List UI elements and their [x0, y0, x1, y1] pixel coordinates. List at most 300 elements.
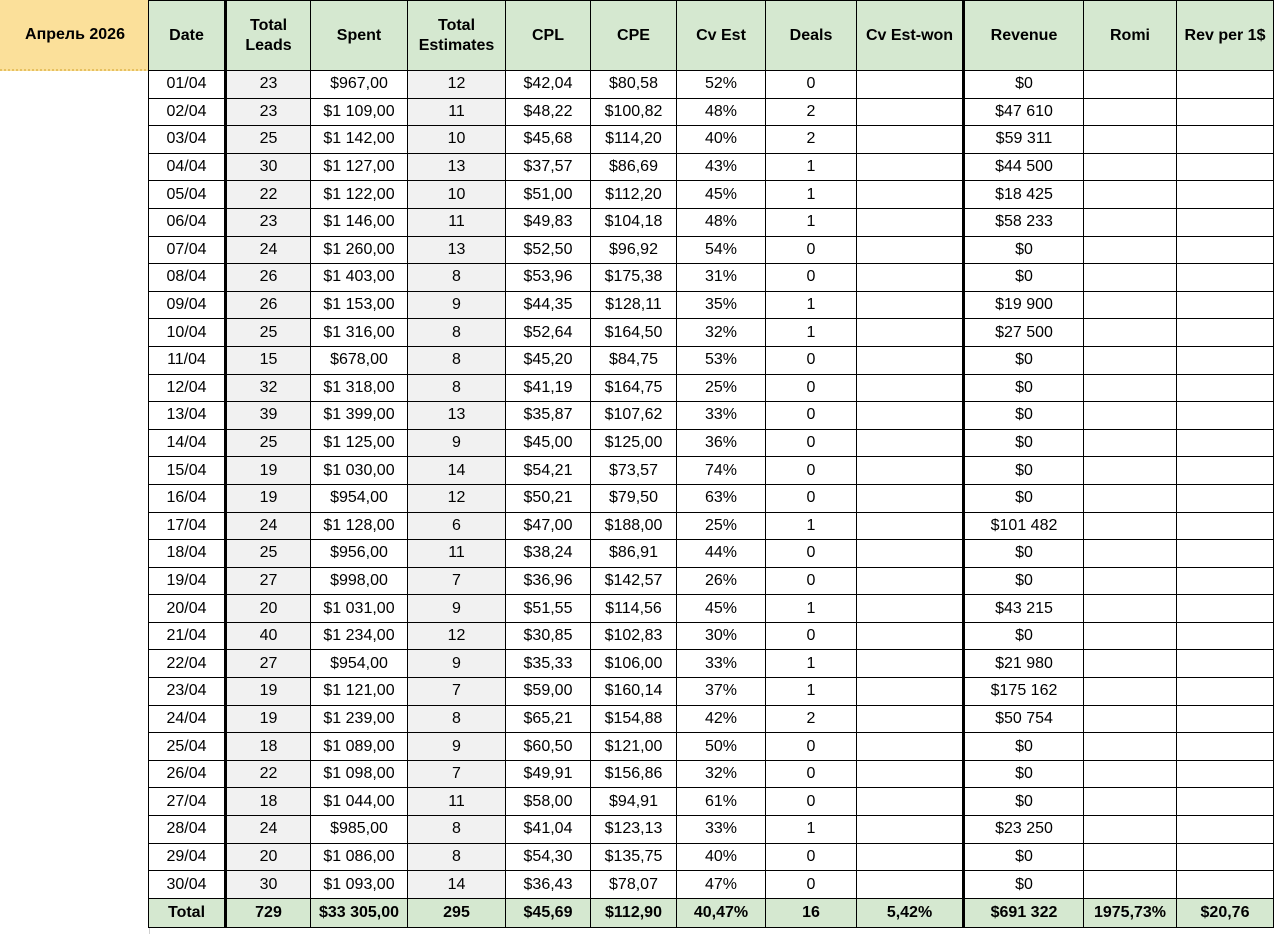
- cell-cpl[interactable]: $44,35: [506, 291, 591, 319]
- cell-cpl[interactable]: $37,57: [506, 153, 591, 181]
- cell-spent[interactable]: $1 142,00: [311, 126, 408, 154]
- cell-revenue[interactable]: $0: [964, 484, 1084, 512]
- cell-spent[interactable]: $1 239,00: [311, 705, 408, 733]
- total-cv-est-won[interactable]: 5,42%: [857, 898, 964, 927]
- cell-total-estimates[interactable]: 9: [408, 733, 506, 761]
- cell-total-estimates[interactable]: 9: [408, 291, 506, 319]
- cell-cpl[interactable]: $54,30: [506, 843, 591, 871]
- cell-cpe[interactable]: $96,92: [591, 236, 677, 264]
- cell-cv-est[interactable]: 47%: [677, 871, 766, 899]
- cell-spent[interactable]: $1 153,00: [311, 291, 408, 319]
- cell-rev-per-dollar[interactable]: [1177, 402, 1274, 430]
- cell-date[interactable]: 26/04: [149, 760, 226, 788]
- cell-romi[interactable]: [1084, 843, 1177, 871]
- cell-revenue[interactable]: $0: [964, 540, 1084, 568]
- cell-cpl[interactable]: $65,21: [506, 705, 591, 733]
- cell-total-estimates[interactable]: 8: [408, 346, 506, 374]
- header-romi[interactable]: Romi: [1084, 1, 1177, 71]
- cell-cv-est[interactable]: 48%: [677, 208, 766, 236]
- cell-romi[interactable]: [1084, 98, 1177, 126]
- cell-deals[interactable]: 2: [766, 126, 857, 154]
- cell-cv-est-won[interactable]: [857, 208, 964, 236]
- cell-cpl[interactable]: $35,87: [506, 402, 591, 430]
- cell-romi[interactable]: [1084, 291, 1177, 319]
- cell-total-leads[interactable]: 27: [226, 650, 311, 678]
- cell-cv-est-won[interactable]: [857, 650, 964, 678]
- cell-spent[interactable]: $1 125,00: [311, 429, 408, 457]
- cell-cpl[interactable]: $49,83: [506, 208, 591, 236]
- cell-rev-per-dollar[interactable]: [1177, 429, 1274, 457]
- cell-romi[interactable]: [1084, 457, 1177, 485]
- cell-revenue[interactable]: $0: [964, 402, 1084, 430]
- cell-cpe[interactable]: $107,62: [591, 402, 677, 430]
- cell-total-estimates[interactable]: 9: [408, 429, 506, 457]
- cell-romi[interactable]: [1084, 705, 1177, 733]
- empty-column-a[interactable]: [0, 71, 150, 934]
- cell-cpl[interactable]: $45,20: [506, 346, 591, 374]
- cell-cpl[interactable]: $51,00: [506, 181, 591, 209]
- cell-total-leads[interactable]: 40: [226, 622, 311, 650]
- header-rev-per-dollar[interactable]: Rev per 1$: [1177, 1, 1274, 71]
- cell-total-leads[interactable]: 24: [226, 512, 311, 540]
- cell-total-leads[interactable]: 26: [226, 264, 311, 292]
- cell-deals[interactable]: 0: [766, 567, 857, 595]
- cell-deals[interactable]: 0: [766, 71, 857, 99]
- cell-revenue[interactable]: $0: [964, 236, 1084, 264]
- cell-total-estimates[interactable]: 10: [408, 126, 506, 154]
- cell-cv-est[interactable]: 33%: [677, 402, 766, 430]
- total-revenue[interactable]: $691 322: [964, 898, 1084, 927]
- cell-cpe[interactable]: $123,13: [591, 816, 677, 844]
- cell-revenue[interactable]: $23 250: [964, 816, 1084, 844]
- cell-cpe[interactable]: $86,91: [591, 540, 677, 568]
- cell-cv-est-won[interactable]: [857, 595, 964, 623]
- cell-rev-per-dollar[interactable]: [1177, 622, 1274, 650]
- cell-romi[interactable]: [1084, 208, 1177, 236]
- cell-deals[interactable]: 0: [766, 622, 857, 650]
- cell-spent[interactable]: $1 089,00: [311, 733, 408, 761]
- cell-revenue[interactable]: $0: [964, 346, 1084, 374]
- cell-cv-est[interactable]: 63%: [677, 484, 766, 512]
- cell-romi[interactable]: [1084, 871, 1177, 899]
- cell-total-estimates[interactable]: 11: [408, 208, 506, 236]
- cell-revenue[interactable]: $19 900: [964, 291, 1084, 319]
- total-total-estimates[interactable]: 295: [408, 898, 506, 927]
- cell-total-leads[interactable]: 20: [226, 595, 311, 623]
- cell-total-estimates[interactable]: 13: [408, 153, 506, 181]
- cell-total-leads[interactable]: 20: [226, 843, 311, 871]
- cell-romi[interactable]: [1084, 512, 1177, 540]
- cell-total-leads[interactable]: 25: [226, 540, 311, 568]
- cell-cpe[interactable]: $79,50: [591, 484, 677, 512]
- cell-romi[interactable]: [1084, 346, 1177, 374]
- cell-deals[interactable]: 0: [766, 457, 857, 485]
- cell-date[interactable]: 27/04: [149, 788, 226, 816]
- cell-romi[interactable]: [1084, 236, 1177, 264]
- cell-revenue[interactable]: $0: [964, 567, 1084, 595]
- cell-date[interactable]: 05/04: [149, 181, 226, 209]
- cell-cpe[interactable]: $86,69: [591, 153, 677, 181]
- cell-romi[interactable]: [1084, 816, 1177, 844]
- cell-rev-per-dollar[interactable]: [1177, 650, 1274, 678]
- cell-total-estimates[interactable]: 14: [408, 871, 506, 899]
- cell-total-leads[interactable]: 32: [226, 374, 311, 402]
- cell-spent[interactable]: $1 403,00: [311, 264, 408, 292]
- cell-date[interactable]: 19/04: [149, 567, 226, 595]
- cell-cv-est[interactable]: 54%: [677, 236, 766, 264]
- cell-total-leads[interactable]: 26: [226, 291, 311, 319]
- cell-date[interactable]: 06/04: [149, 208, 226, 236]
- cell-cpl[interactable]: $53,96: [506, 264, 591, 292]
- total-cpl[interactable]: $45,69: [506, 898, 591, 927]
- cell-revenue[interactable]: $50 754: [964, 705, 1084, 733]
- cell-cv-est[interactable]: 32%: [677, 319, 766, 347]
- cell-cpl[interactable]: $38,24: [506, 540, 591, 568]
- cell-date[interactable]: 23/04: [149, 678, 226, 706]
- cell-revenue[interactable]: $0: [964, 843, 1084, 871]
- total-cpe[interactable]: $112,90: [591, 898, 677, 927]
- cell-date[interactable]: 01/04: [149, 71, 226, 99]
- cell-date[interactable]: 04/04: [149, 153, 226, 181]
- cell-rev-per-dollar[interactable]: [1177, 181, 1274, 209]
- cell-date[interactable]: 20/04: [149, 595, 226, 623]
- cell-total-estimates[interactable]: 6: [408, 512, 506, 540]
- cell-total-estimates[interactable]: 11: [408, 788, 506, 816]
- cell-cv-est[interactable]: 52%: [677, 71, 766, 99]
- cell-deals[interactable]: 1: [766, 816, 857, 844]
- cell-cv-est[interactable]: 33%: [677, 650, 766, 678]
- cell-cpl[interactable]: $36,43: [506, 871, 591, 899]
- cell-cv-est-won[interactable]: [857, 374, 964, 402]
- cell-total-estimates[interactable]: 8: [408, 374, 506, 402]
- cell-romi[interactable]: [1084, 567, 1177, 595]
- cell-rev-per-dollar[interactable]: [1177, 567, 1274, 595]
- cell-cv-est-won[interactable]: [857, 484, 964, 512]
- cell-total-estimates[interactable]: 7: [408, 678, 506, 706]
- cell-total-estimates[interactable]: 7: [408, 567, 506, 595]
- cell-cv-est[interactable]: 45%: [677, 595, 766, 623]
- header-date[interactable]: Date: [149, 1, 226, 71]
- cell-cv-est-won[interactable]: [857, 512, 964, 540]
- cell-cv-est-won[interactable]: [857, 402, 964, 430]
- cell-cv-est[interactable]: 30%: [677, 622, 766, 650]
- cell-date[interactable]: 22/04: [149, 650, 226, 678]
- cell-date[interactable]: 07/04: [149, 236, 226, 264]
- cell-cv-est[interactable]: 42%: [677, 705, 766, 733]
- cell-deals[interactable]: 0: [766, 374, 857, 402]
- cell-cpe[interactable]: $154,88: [591, 705, 677, 733]
- cell-cv-est-won[interactable]: [857, 457, 964, 485]
- cell-date[interactable]: 03/04: [149, 126, 226, 154]
- cell-spent[interactable]: $678,00: [311, 346, 408, 374]
- cell-cv-est-won[interactable]: [857, 871, 964, 899]
- cell-total-estimates[interactable]: 8: [408, 319, 506, 347]
- cell-date[interactable]: 13/04: [149, 402, 226, 430]
- header-cpe[interactable]: CPE: [591, 1, 677, 71]
- cell-deals[interactable]: 2: [766, 705, 857, 733]
- cell-revenue[interactable]: $0: [964, 374, 1084, 402]
- cell-revenue[interactable]: $0: [964, 788, 1084, 816]
- cell-cpl[interactable]: $36,96: [506, 567, 591, 595]
- cell-cv-est[interactable]: 48%: [677, 98, 766, 126]
- cell-revenue[interactable]: $0: [964, 733, 1084, 761]
- cell-cpe[interactable]: $78,07: [591, 871, 677, 899]
- cell-total-leads[interactable]: 30: [226, 871, 311, 899]
- cell-deals[interactable]: 0: [766, 346, 857, 374]
- cell-cpe[interactable]: $175,38: [591, 264, 677, 292]
- total-cv-est[interactable]: 40,47%: [677, 898, 766, 927]
- cell-cpe[interactable]: $73,57: [591, 457, 677, 485]
- cell-revenue[interactable]: $21 980: [964, 650, 1084, 678]
- cell-total-leads[interactable]: 22: [226, 760, 311, 788]
- cell-rev-per-dollar[interactable]: [1177, 291, 1274, 319]
- cell-total-leads[interactable]: 22: [226, 181, 311, 209]
- cell-date[interactable]: 28/04: [149, 816, 226, 844]
- cell-cpe[interactable]: $114,20: [591, 126, 677, 154]
- cell-spent[interactable]: $985,00: [311, 816, 408, 844]
- cell-date[interactable]: 10/04: [149, 319, 226, 347]
- cell-total-estimates[interactable]: 12: [408, 622, 506, 650]
- cell-date[interactable]: 21/04: [149, 622, 226, 650]
- cell-total-leads[interactable]: 30: [226, 153, 311, 181]
- cell-revenue[interactable]: $0: [964, 760, 1084, 788]
- cell-total-estimates[interactable]: 8: [408, 705, 506, 733]
- cell-cpe[interactable]: $128,11: [591, 291, 677, 319]
- header-spent[interactable]: Spent: [311, 1, 408, 71]
- cell-romi[interactable]: [1084, 319, 1177, 347]
- header-cv-est[interactable]: Cv Est: [677, 1, 766, 71]
- cell-rev-per-dollar[interactable]: [1177, 484, 1274, 512]
- cell-rev-per-dollar[interactable]: [1177, 760, 1274, 788]
- cell-date[interactable]: 25/04: [149, 733, 226, 761]
- cell-revenue[interactable]: $44 500: [964, 153, 1084, 181]
- cell-date[interactable]: 09/04: [149, 291, 226, 319]
- cell-cpe[interactable]: $160,14: [591, 678, 677, 706]
- cell-total-estimates[interactable]: 14: [408, 457, 506, 485]
- cell-cpe[interactable]: $100,82: [591, 98, 677, 126]
- cell-total-leads[interactable]: 27: [226, 567, 311, 595]
- cell-cv-est-won[interactable]: [857, 705, 964, 733]
- cell-date[interactable]: 29/04: [149, 843, 226, 871]
- cell-date[interactable]: 14/04: [149, 429, 226, 457]
- cell-cv-est-won[interactable]: [857, 760, 964, 788]
- cell-total-leads[interactable]: 19: [226, 678, 311, 706]
- cell-cpe[interactable]: $94,91: [591, 788, 677, 816]
- cell-total-leads[interactable]: 18: [226, 788, 311, 816]
- cell-total-leads[interactable]: 15: [226, 346, 311, 374]
- cell-rev-per-dollar[interactable]: [1177, 705, 1274, 733]
- cell-rev-per-dollar[interactable]: [1177, 733, 1274, 761]
- cell-rev-per-dollar[interactable]: [1177, 871, 1274, 899]
- cell-cpl[interactable]: $54,21: [506, 457, 591, 485]
- cell-total-leads[interactable]: 25: [226, 319, 311, 347]
- cell-romi[interactable]: [1084, 181, 1177, 209]
- cell-cv-est[interactable]: 32%: [677, 760, 766, 788]
- cell-cpe[interactable]: $102,83: [591, 622, 677, 650]
- cell-rev-per-dollar[interactable]: [1177, 788, 1274, 816]
- cell-romi[interactable]: [1084, 71, 1177, 99]
- cell-date[interactable]: 12/04: [149, 374, 226, 402]
- cell-romi[interactable]: [1084, 374, 1177, 402]
- cell-deals[interactable]: 0: [766, 843, 857, 871]
- cell-deals[interactable]: 1: [766, 650, 857, 678]
- cell-revenue[interactable]: $18 425: [964, 181, 1084, 209]
- cell-cpl[interactable]: $30,85: [506, 622, 591, 650]
- cell-cpe[interactable]: $121,00: [591, 733, 677, 761]
- header-total-estimates[interactable]: Total Estimates: [408, 1, 506, 71]
- cell-rev-per-dollar[interactable]: [1177, 71, 1274, 99]
- cell-deals[interactable]: 0: [766, 429, 857, 457]
- cell-cpl[interactable]: $52,50: [506, 236, 591, 264]
- cell-deals[interactable]: 1: [766, 512, 857, 540]
- cell-deals[interactable]: 0: [766, 236, 857, 264]
- cell-total-leads[interactable]: 19: [226, 457, 311, 485]
- cell-romi[interactable]: [1084, 429, 1177, 457]
- cell-cpl[interactable]: $59,00: [506, 678, 591, 706]
- cell-rev-per-dollar[interactable]: [1177, 595, 1274, 623]
- cell-spent[interactable]: $1 044,00: [311, 788, 408, 816]
- cell-cv-est-won[interactable]: [857, 429, 964, 457]
- cell-cpl[interactable]: $58,00: [506, 788, 591, 816]
- total-spent[interactable]: $33 305,00: [311, 898, 408, 927]
- cell-cv-est-won[interactable]: [857, 788, 964, 816]
- cell-cpl[interactable]: $50,21: [506, 484, 591, 512]
- cell-romi[interactable]: [1084, 264, 1177, 292]
- cell-cv-est-won[interactable]: [857, 126, 964, 154]
- cell-cpl[interactable]: $45,68: [506, 126, 591, 154]
- cell-cpl[interactable]: $41,19: [506, 374, 591, 402]
- cell-cpl[interactable]: $35,33: [506, 650, 591, 678]
- header-cv-est-won[interactable]: Cv Est-won: [857, 1, 964, 71]
- cell-cv-est[interactable]: 33%: [677, 816, 766, 844]
- cell-cv-est-won[interactable]: [857, 319, 964, 347]
- cell-total-leads[interactable]: 24: [226, 236, 311, 264]
- cell-rev-per-dollar[interactable]: [1177, 374, 1274, 402]
- cell-romi[interactable]: [1084, 153, 1177, 181]
- cell-cv-est-won[interactable]: [857, 291, 964, 319]
- cell-cv-est[interactable]: 40%: [677, 126, 766, 154]
- cell-cv-est[interactable]: 40%: [677, 843, 766, 871]
- cell-cv-est-won[interactable]: [857, 678, 964, 706]
- cell-cv-est[interactable]: 36%: [677, 429, 766, 457]
- cell-spent[interactable]: $1 030,00: [311, 457, 408, 485]
- cell-total-estimates[interactable]: 7: [408, 760, 506, 788]
- cell-deals[interactable]: 0: [766, 540, 857, 568]
- cell-cpe[interactable]: $135,75: [591, 843, 677, 871]
- cell-revenue[interactable]: $59 311: [964, 126, 1084, 154]
- cell-rev-per-dollar[interactable]: [1177, 512, 1274, 540]
- cell-total-estimates[interactable]: 12: [408, 484, 506, 512]
- cell-cv-est-won[interactable]: [857, 346, 964, 374]
- cell-deals[interactable]: 0: [766, 760, 857, 788]
- cell-rev-per-dollar[interactable]: [1177, 153, 1274, 181]
- cell-rev-per-dollar[interactable]: [1177, 843, 1274, 871]
- cell-cpl[interactable]: $45,00: [506, 429, 591, 457]
- cell-rev-per-dollar[interactable]: [1177, 346, 1274, 374]
- cell-total-estimates[interactable]: 9: [408, 595, 506, 623]
- cell-revenue[interactable]: $58 233: [964, 208, 1084, 236]
- cell-cv-est-won[interactable]: [857, 236, 964, 264]
- cell-deals[interactable]: 0: [766, 264, 857, 292]
- cell-cpe[interactable]: $80,58: [591, 71, 677, 99]
- cell-rev-per-dollar[interactable]: [1177, 540, 1274, 568]
- cell-total-leads[interactable]: 23: [226, 71, 311, 99]
- cell-cv-est[interactable]: 37%: [677, 678, 766, 706]
- cell-romi[interactable]: [1084, 733, 1177, 761]
- cell-revenue[interactable]: $0: [964, 622, 1084, 650]
- cell-deals[interactable]: 1: [766, 319, 857, 347]
- cell-spent[interactable]: $1 318,00: [311, 374, 408, 402]
- cell-spent[interactable]: $1 093,00: [311, 871, 408, 899]
- cell-cv-est[interactable]: 53%: [677, 346, 766, 374]
- cell-spent[interactable]: $954,00: [311, 484, 408, 512]
- cell-deals[interactable]: 0: [766, 733, 857, 761]
- cell-total-estimates[interactable]: 8: [408, 816, 506, 844]
- cell-rev-per-dollar[interactable]: [1177, 816, 1274, 844]
- cell-cpe[interactable]: $188,00: [591, 512, 677, 540]
- total-rev-per-dollar[interactable]: $20,76: [1177, 898, 1274, 927]
- cell-deals[interactable]: 0: [766, 402, 857, 430]
- cell-spent[interactable]: $1 031,00: [311, 595, 408, 623]
- cell-cv-est[interactable]: 35%: [677, 291, 766, 319]
- cell-spent[interactable]: $1 234,00: [311, 622, 408, 650]
- cell-cv-est[interactable]: 25%: [677, 374, 766, 402]
- cell-cv-est-won[interactable]: [857, 71, 964, 99]
- cell-cpl[interactable]: $41,04: [506, 816, 591, 844]
- cell-revenue[interactable]: $0: [964, 71, 1084, 99]
- cell-rev-per-dollar[interactable]: [1177, 126, 1274, 154]
- cell-cv-est[interactable]: 74%: [677, 457, 766, 485]
- cell-date[interactable]: 17/04: [149, 512, 226, 540]
- cell-romi[interactable]: [1084, 678, 1177, 706]
- cell-cv-est-won[interactable]: [857, 98, 964, 126]
- cell-deals[interactable]: 1: [766, 678, 857, 706]
- cell-cpe[interactable]: $114,56: [591, 595, 677, 623]
- cell-spent[interactable]: $1 098,00: [311, 760, 408, 788]
- cell-revenue[interactable]: $175 162: [964, 678, 1084, 706]
- cell-total-leads[interactable]: 18: [226, 733, 311, 761]
- cell-revenue[interactable]: $0: [964, 871, 1084, 899]
- total-romi[interactable]: 1975,73%: [1084, 898, 1177, 927]
- cell-revenue[interactable]: $101 482: [964, 512, 1084, 540]
- cell-deals[interactable]: 1: [766, 208, 857, 236]
- cell-revenue[interactable]: $27 500: [964, 319, 1084, 347]
- cell-total-leads[interactable]: 23: [226, 98, 311, 126]
- header-total-leads[interactable]: Total Leads: [226, 1, 311, 71]
- cell-cv-est-won[interactable]: [857, 816, 964, 844]
- cell-deals[interactable]: 1: [766, 291, 857, 319]
- cell-cpl[interactable]: $51,55: [506, 595, 591, 623]
- cell-cv-est-won[interactable]: [857, 567, 964, 595]
- total-date[interactable]: Total: [149, 898, 226, 927]
- cell-cpl[interactable]: $60,50: [506, 733, 591, 761]
- cell-spent[interactable]: $1 316,00: [311, 319, 408, 347]
- cell-rev-per-dollar[interactable]: [1177, 264, 1274, 292]
- cell-cv-est[interactable]: 43%: [677, 153, 766, 181]
- cell-cpl[interactable]: $52,64: [506, 319, 591, 347]
- month-label-cell[interactable]: [0, 0, 150, 71]
- cell-deals[interactable]: 0: [766, 484, 857, 512]
- cell-cpe[interactable]: $84,75: [591, 346, 677, 374]
- cell-total-estimates[interactable]: 10: [408, 181, 506, 209]
- cell-total-estimates[interactable]: 13: [408, 236, 506, 264]
- cell-date[interactable]: 18/04: [149, 540, 226, 568]
- cell-cv-est[interactable]: 31%: [677, 264, 766, 292]
- cell-cpl[interactable]: $48,22: [506, 98, 591, 126]
- cell-spent[interactable]: $1 399,00: [311, 402, 408, 430]
- cell-cpe[interactable]: $106,00: [591, 650, 677, 678]
- cell-rev-per-dollar[interactable]: [1177, 98, 1274, 126]
